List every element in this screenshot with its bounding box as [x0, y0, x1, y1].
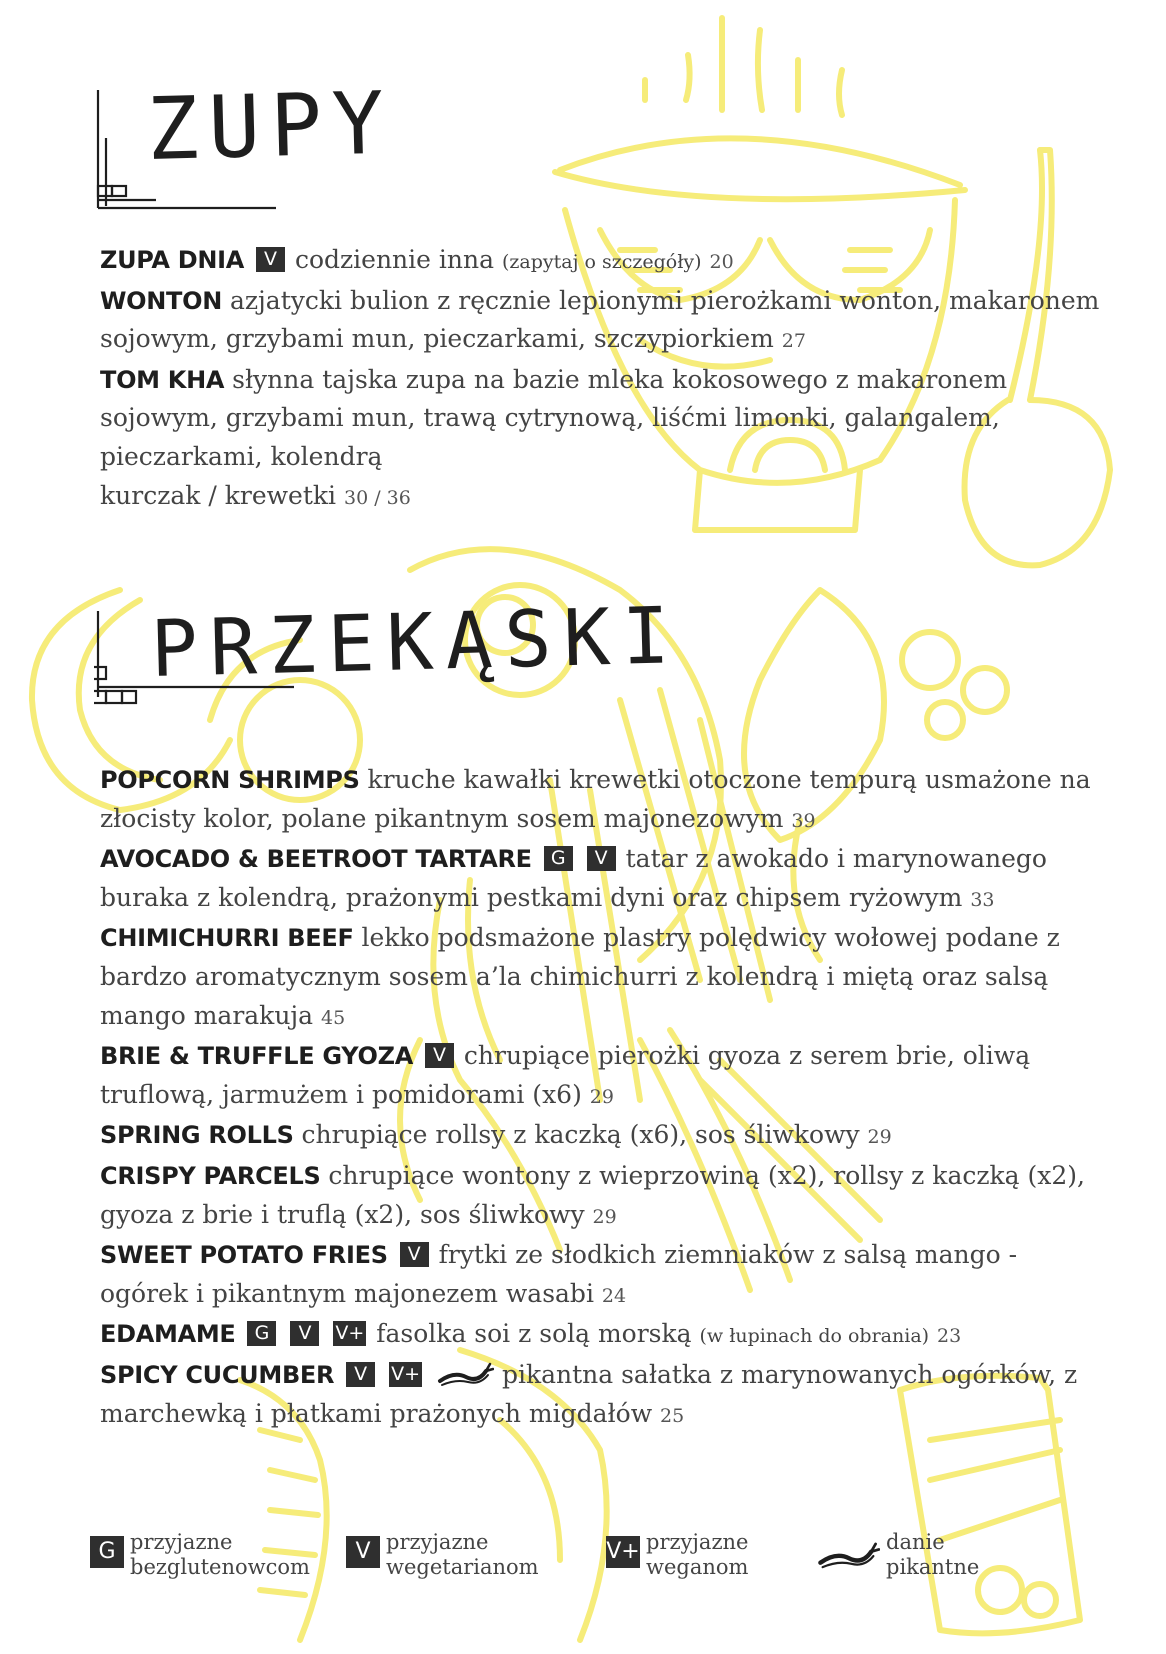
menu-item-tom-kha: [100, 361, 1100, 477]
gluten-free-badge: G: [544, 846, 573, 871]
gluten-free-badge: G: [90, 1536, 124, 1568]
menu-item-brie-truffle-gyoza: [100, 1037, 1100, 1116]
menu-item-zupa-dnia: [100, 241, 1100, 282]
item-name: BRIE & TRUFFLE GYOZA: [100, 1042, 413, 1071]
item-price: 27: [781, 330, 806, 353]
legend-label-line1: danie: [886, 1530, 945, 1554]
item-description: chrupiące wontony z wieprzowiną (x2), rollsy z kaczką (x2), gyoza z brie i truflą (x2), sos śliwkowy: [100, 1160, 1085, 1229]
dietary-legend: [90, 1530, 1090, 1590]
item-name: EDAMAME: [100, 1320, 236, 1349]
vegetarian-badge: V: [290, 1321, 319, 1346]
vegetarian-badge: V: [425, 1043, 454, 1068]
item-name: SPRING ROLLS: [100, 1121, 294, 1150]
item-price: 29: [867, 1126, 892, 1149]
item-price: 20: [709, 251, 734, 273]
menu-item-edamame: [100, 1315, 1100, 1356]
soups-title: ZUPY: [145, 73, 396, 180]
item-price: 23: [937, 1325, 962, 1348]
legend-label-line2: wegetarianom: [386, 1555, 539, 1579]
menu-item-crispy-parcels: [100, 1157, 1100, 1236]
item-description: kruche kawałki krewetki otoczone tempurą usmażone na złocisty kolor, polane pikantnym sosem majonezowym: [100, 765, 1091, 833]
item-name: SWEET POTATO FRIES: [100, 1241, 388, 1270]
soups-list: [100, 241, 1100, 517]
item-price: 24: [601, 1284, 627, 1307]
legend-label-line1: przyjazne: [646, 1530, 749, 1554]
item-description: lekko podsmażone plastry polędwicy wołowej podane z bardzo aromatycznym sosem a’la chimichurri z kolendrą i miętą oraz salsą mango marakuja: [100, 923, 1060, 1030]
starters-title: PRZEKĄSKI: [149, 591, 683, 695]
vegan-badge: V+: [391, 1362, 421, 1385]
item-options: kurczak / krewetki: [100, 480, 337, 510]
vegetarian-badge: V: [346, 1536, 380, 1568]
vegetarian-badge: V: [256, 247, 285, 272]
menu-item-avocado-beetroot-tartare: [100, 840, 1100, 919]
item-price: 30 / 36: [343, 486, 411, 509]
item-name: ZUPA DNIA: [100, 246, 245, 274]
legend-vegan: [606, 1530, 748, 1580]
item-price: 29: [589, 1085, 614, 1108]
item-name: CHIMICHURRI BEEF: [100, 924, 354, 953]
legend-label-line2: pikantne: [886, 1555, 980, 1579]
item-price: 29: [592, 1205, 617, 1228]
vegan-badge: V+: [606, 1536, 640, 1568]
item-name: SPICY CUCUMBER: [100, 1360, 335, 1389]
item-price: 39: [791, 809, 816, 832]
vegetarian-badge: V: [587, 846, 616, 871]
item-description: codziennie inna: [294, 245, 494, 274]
item-description: pikantna sałatka z marynowanych ogórków, z marchewką i płatkami prażonych migdałów: [100, 1359, 1078, 1428]
vegan-badge: V+: [335, 1322, 365, 1345]
gluten-free-badge: G: [247, 1321, 276, 1346]
legend-label-line2: weganom: [646, 1555, 749, 1579]
menu-item-chimichurri-beef: [100, 919, 1100, 1037]
item-price: 25: [660, 1404, 685, 1427]
item-name: WONTON: [100, 286, 223, 315]
menu-item-tom-kha-options: [100, 477, 1100, 518]
item-description: chrupiące pierożki gyoza z serem brie, oliwą truflową, jarmużem i pomidorami (x6): [100, 1041, 1031, 1109]
vegetarian-badge: V: [400, 1242, 429, 1267]
item-description: tatar z awokado i marynowanego buraka z kolendrą, prażonymi pestkami dyni oraz chipsem ryżowym: [100, 844, 1047, 912]
item-description: azjatycki bulion z ręcznie lepionymi pierożkami wonton, makaronem sojowym, grzybami mun, pieczarkami, szczypiorkiem: [100, 285, 1100, 354]
item-price: 33: [970, 888, 995, 911]
item-name: AVOCADO & BEETROOT TARTARE: [100, 845, 532, 874]
legend-vegetarian: [346, 1530, 539, 1580]
item-note: (zapytaj o szczegóły): [501, 251, 702, 273]
item-description: słynna tajska zupa na bazie mleka kokosowego z makaronem sojowym, grzybami mun, trawą cytrynową, liśćmi limonki, galangalem, pieczarkami, kolendrą: [100, 364, 1008, 471]
item-name: CRISPY PARCELS: [100, 1161, 321, 1190]
item-price: 45: [321, 1006, 346, 1029]
menu-item-spicy-cucumber: [100, 1356, 1100, 1435]
menu-item-sweet-potato-fries: [100, 1236, 1100, 1315]
legend-label-line2: bezglutenowcom: [130, 1555, 310, 1579]
menu-item-spring-rolls: [100, 1116, 1100, 1157]
item-name: TOM KHA: [100, 365, 225, 394]
menu-item-wonton: [100, 282, 1100, 361]
starters-heading: [100, 591, 683, 695]
soups-heading: [100, 73, 396, 180]
menu-item-popcorn-shrimps: [100, 761, 1100, 840]
chili-pepper-icon: [436, 1361, 494, 1387]
legend-spicy: [816, 1530, 979, 1580]
starters-list: [100, 761, 1100, 1435]
item-note: (w łupinach do obrania): [699, 1325, 930, 1348]
item-description: chrupiące rollsy z kaczką (x6), sos śliwkowy: [301, 1120, 860, 1150]
legend-label-line1: przyjazne: [130, 1530, 233, 1554]
legend-gluten-free: [90, 1530, 310, 1580]
item-description: fasolka soi z solą morską: [376, 1319, 692, 1349]
item-name: POPCORN SHRIMPS: [100, 766, 360, 794]
vegetarian-badge: V: [346, 1362, 375, 1387]
item-description: frytki ze słodkich ziemniaków z salsą mango - ogórek i pikantnym majonezem wasabi: [100, 1240, 1018, 1308]
chili-pepper-icon: [816, 1538, 880, 1572]
legend-label-line1: przyjazne: [386, 1530, 489, 1554]
